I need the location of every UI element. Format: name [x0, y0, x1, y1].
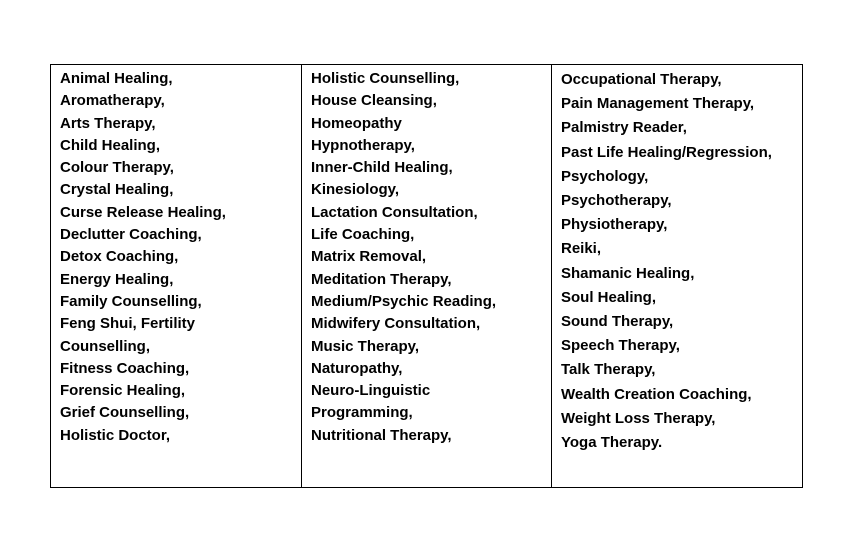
list-item: Shamanic Healing, — [561, 264, 695, 282]
list-item: Aromatherapy, — [60, 92, 165, 110]
list-item: House Cleansing, — [311, 92, 437, 110]
list-item: Occupational Therapy, — [561, 71, 722, 88]
list-item: Nutritional Therapy, — [311, 426, 452, 444]
list-item: Soul Healing, — [561, 288, 657, 306]
list-item: Yoga Therapy. — [561, 434, 663, 452]
list-item: Forensic Healing, — [60, 382, 186, 400]
list-item: Family Counselling, — [60, 292, 202, 310]
list-item: Matrix Removal, — [311, 248, 427, 266]
list-item: Medium/Psychic Reading, — [311, 292, 497, 310]
list-item: Kinesiology, — [311, 181, 400, 199]
list-item: Holistic Doctor, — [60, 426, 171, 444]
list-item: Energy Healing, — [60, 270, 174, 288]
list-item: Colour Therapy, — [60, 159, 174, 177]
list-item: Neuro-Linguistic — [311, 382, 431, 400]
list-item: Child Healing, — [60, 136, 161, 154]
table-column-1 — [51, 65, 302, 487]
list-item: Music Therapy, — [311, 337, 420, 355]
list-item: Programming, — [311, 404, 413, 422]
list-item: Life Coaching, — [311, 226, 415, 244]
list-item: Psychotherapy, — [561, 192, 672, 210]
list-item: Past Life Healing/Regression, — [561, 143, 772, 161]
list-item: Crystal Healing, — [60, 181, 174, 199]
list-item: Inner-Child Healing, — [311, 159, 453, 177]
list-item: Naturopathy, — [311, 359, 403, 377]
list-item: Reiki, — [561, 240, 602, 258]
list-item: Meditation Therapy, — [311, 270, 452, 288]
list-item: Grief Counselling, — [60, 404, 190, 422]
list-item: Midwifery Consultation, — [311, 315, 481, 333]
list-item: Homeopathy — [311, 114, 402, 132]
list-item: Hypnotherapy, — [311, 136, 415, 154]
list-item: Counselling, — [60, 337, 150, 355]
list-item: Curse Release Healing, — [60, 203, 226, 221]
list-item: Pain Management Therapy, — [561, 95, 755, 113]
list-item: Detox Coaching, — [60, 248, 179, 266]
list-item: Feng Shui, Fertility — [60, 315, 196, 333]
list-item: Weight Loss Therapy, — [561, 409, 716, 427]
list-item: Animal Healing, — [60, 70, 173, 87]
list-item: Holistic Counselling, — [311, 70, 460, 87]
list-item: Arts Therapy, — [60, 114, 156, 132]
list-item: Speech Therapy, — [561, 337, 680, 355]
table-column-3 — [552, 65, 802, 487]
table-column-2 — [302, 65, 552, 487]
therapy-table — [50, 64, 803, 488]
list-item: Physiotherapy, — [561, 216, 668, 234]
list-item: Declutter Coaching, — [60, 226, 202, 244]
list-item: Lactation Consultation, — [311, 203, 478, 221]
list-item: Wealth Creation Coaching, — [561, 385, 752, 403]
list-item: Sound Therapy, — [561, 313, 674, 331]
list-item: Palmistry Reader, — [561, 119, 687, 137]
list-item: Psychology, — [561, 167, 649, 185]
list-item: Talk Therapy, — [561, 361, 656, 379]
list-item: Fitness Coaching, — [60, 359, 190, 377]
